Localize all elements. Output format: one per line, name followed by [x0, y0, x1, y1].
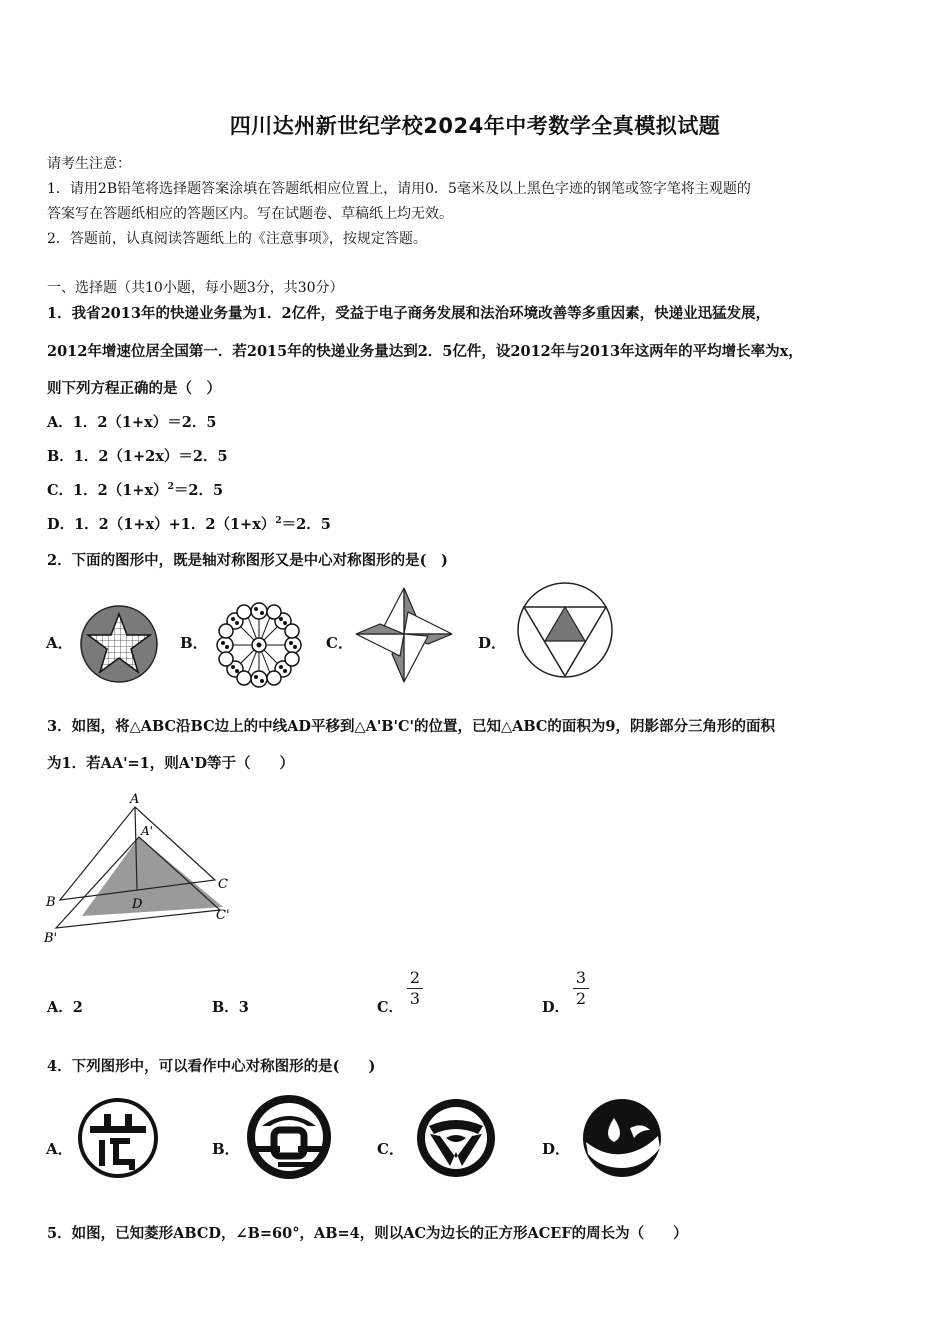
page-title: 四川达州新世纪学校2024年中考数学全真模拟试题	[229, 114, 721, 138]
notice-line-1b: 答案写在答题纸相应的答题区内。写在试题卷、草稿纸上均无效。	[47, 206, 453, 222]
q1-option-c-main: C．1．2（1+x）	[47, 482, 168, 499]
notice-line-2: 2．答题前，认真阅读答题纸上的《注意事项》，按规定答题。	[47, 231, 427, 247]
q3-option-a: A．2	[47, 999, 83, 1016]
q3-option-d-label: D．	[542, 999, 570, 1016]
q3-option-c-numerator: 2	[407, 968, 423, 989]
q3-option-c-fraction	[407, 968, 423, 1009]
q3-option-b: B．3	[212, 999, 249, 1016]
q3-label-A-prime: A'	[141, 824, 153, 838]
q3-label-B-prime: B'	[44, 931, 58, 946]
q3-triangle-figure	[40, 788, 240, 950]
q1-option-b: B．1．2（1+2x）＝2．5	[47, 448, 228, 465]
notice-line-1a: 1．请用2B铅笔将选择题答案涂填在答题纸相应位置上，请用0．5毫米及以上黑色字迹的钢笔或签字笔将主观题的	[47, 181, 751, 197]
q4-figure-a-emblem	[76, 1096, 160, 1180]
q1-line-1: 1．我省2013年的快递业务量为1．2亿件，受益于电子商务发展和法治环境改善等多重因素，快递业迅猛发展，	[47, 305, 771, 322]
q3-option-d-denominator: 2	[575, 989, 587, 1008]
q3-label-A: A	[130, 792, 140, 807]
q1-option-a: A．1．2（1+x）＝2．5	[47, 414, 217, 431]
section-heading: 一、选择题（共10小题，每小题3分，共30分）	[47, 280, 344, 296]
q3-label-C: C	[218, 877, 228, 892]
q3-line-2: 为1．若AA'=1，则A'D等于（ ）	[47, 755, 295, 772]
q3-option-d-fraction	[573, 968, 589, 1009]
q4-figure-b-emblem	[244, 1092, 334, 1182]
q1-option-c-end: ＝2．5	[173, 482, 224, 499]
q4-label-d: D．	[542, 1140, 571, 1158]
q2-stem: 2．下面的图形中，既是轴对称图形又是中心对称图形的是( )	[47, 552, 448, 569]
notice-heading: 请考生注意：	[47, 156, 131, 172]
q1-option-c	[47, 479, 223, 500]
q2-label-a: A．	[46, 634, 73, 652]
q1-option-c-sup: 2	[167, 482, 174, 493]
q3-option-c-denominator: 3	[409, 989, 421, 1008]
q2-figure-c-pinwheel	[352, 586, 456, 686]
q3-label-B: B	[46, 895, 56, 910]
q2-label-b: B．	[180, 634, 208, 652]
q1-line-2: 2012年增速位居全国第一．若2015年的快递业务量达到2．5亿件，设2012年与2013年这两年的平均增长率为x，	[47, 343, 803, 360]
q1-option-d-main: D．1．2（1+x）+1．2（1+x）	[47, 516, 276, 533]
q2-figure-d-circle-triangles	[515, 580, 615, 680]
q2-label-d: D．	[478, 634, 507, 652]
q1-option-d-sup: 2	[275, 516, 282, 527]
q4-figure-d-emblem	[580, 1096, 664, 1180]
q5-stem: 5．如图，已知菱形ABCD，∠B=60°，AB=4，则以AC为边长的正方形ACEF的周长为（ ）	[47, 1225, 688, 1242]
q4-figure-c-emblem	[414, 1096, 498, 1180]
q4-label-b: B．	[212, 1140, 240, 1158]
q2-figure-b-flower	[214, 601, 304, 689]
q4-stem: 4．下列图形中，可以看作中心对称图形的是( )	[47, 1058, 376, 1075]
q3-label-D: D	[132, 897, 143, 912]
q1-line-3: 则下列方程正确的是（ ）	[47, 380, 221, 397]
q2-label-c: C．	[326, 634, 353, 652]
q3-option-d-numerator: 3	[573, 968, 589, 989]
q1-option-d	[47, 513, 331, 534]
q1-option-d-end: ＝2．5	[281, 516, 331, 533]
q4-label-a: A．	[46, 1140, 73, 1158]
q3-label-C-prime: C'	[216, 908, 230, 923]
q3-line-1: 3．如图，将△ABC沿BC边上的中线AD平移到△A'B'C'的位置，已知△ABC的面积为9，阴影部分三角形的面积	[47, 718, 776, 735]
q2-figure-a-star-circle	[78, 604, 162, 684]
q4-label-c: C．	[377, 1140, 404, 1158]
q3-option-c-label: C．	[377, 999, 404, 1016]
